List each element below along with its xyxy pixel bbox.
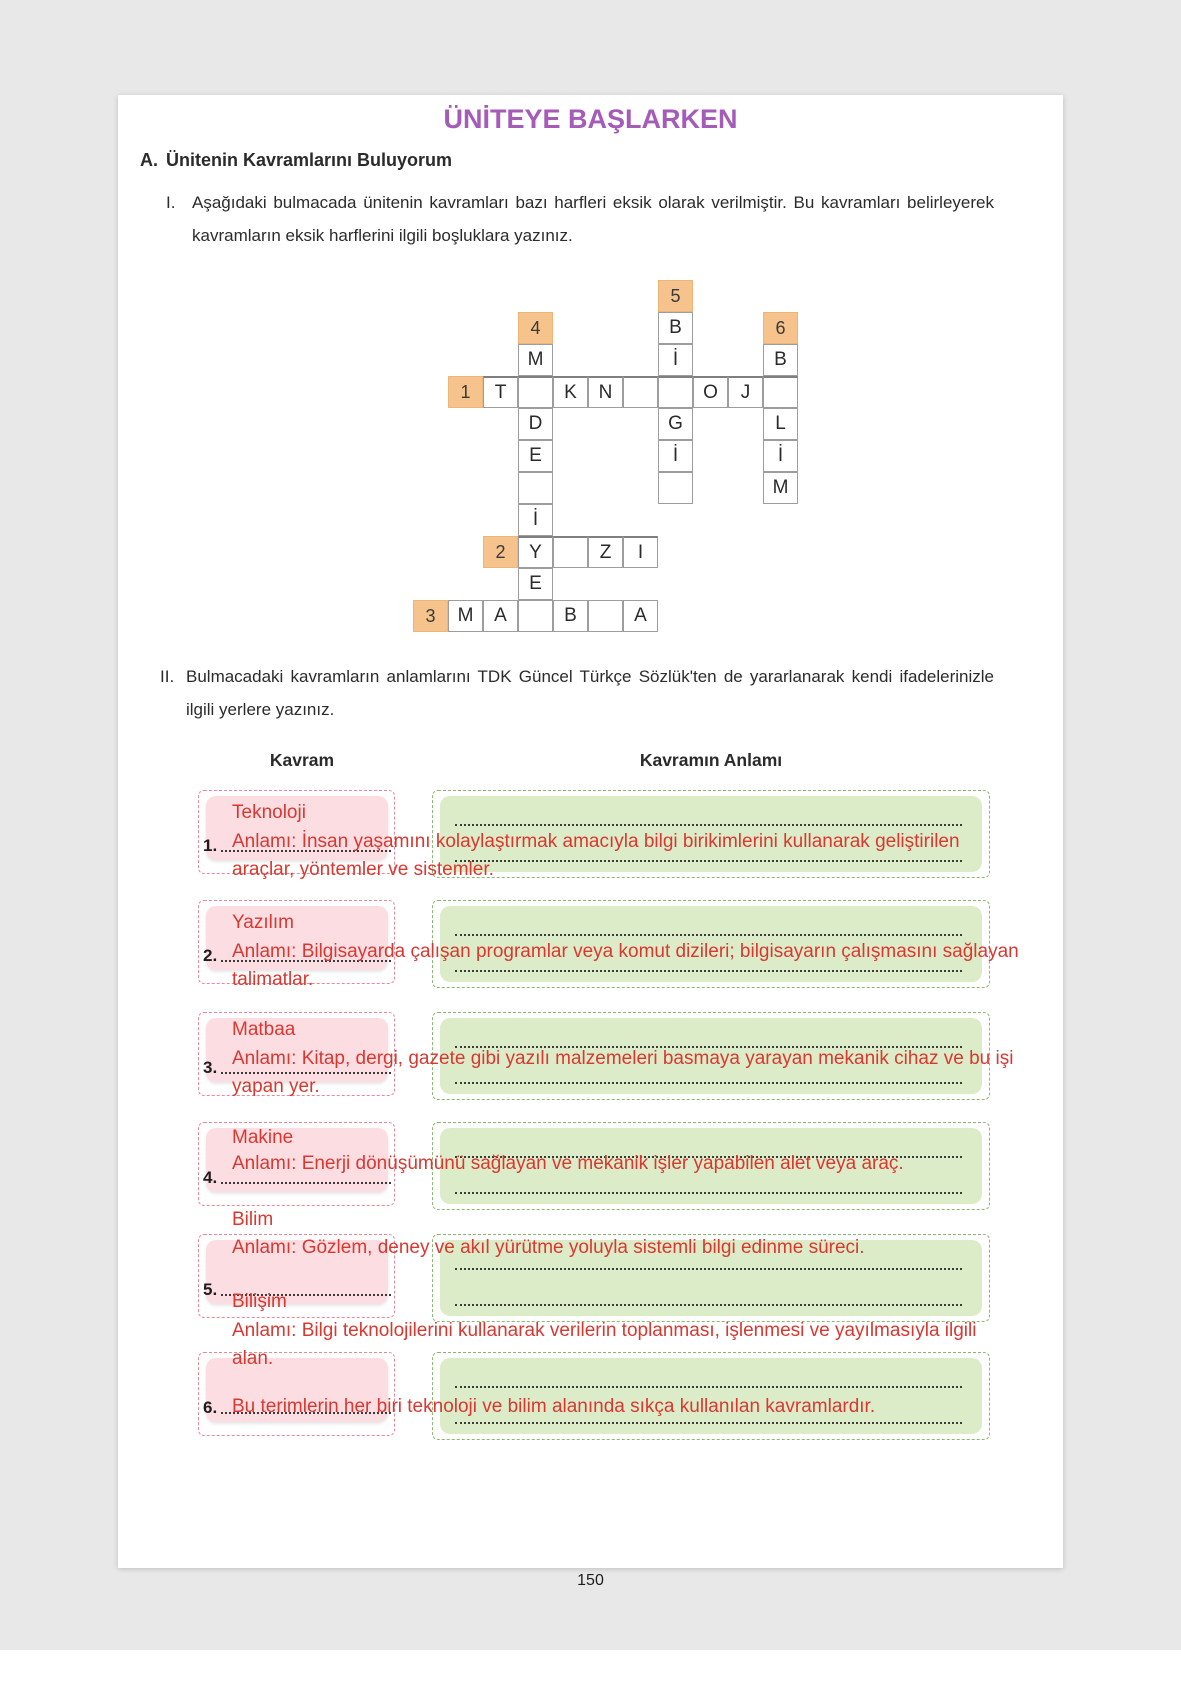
- handwritten-concept-2: Yazılım: [232, 912, 294, 933]
- instruction-1-label: I.: [166, 193, 176, 212]
- crossword-number-cell: 2: [483, 536, 518, 568]
- handwritten-meaning-6-line-1: Anlamı: Bilgi teknolojilerini kullanarak verilerin toplanması, işlenmesi ve yayılmasıyla ilgili: [232, 1320, 977, 1341]
- meaning-dotted-line: [455, 968, 962, 972]
- crossword-letter-cell[interactable]: K: [553, 376, 588, 408]
- item-number: 5.: [203, 1280, 218, 1299]
- page-number: 150: [577, 1572, 604, 1589]
- crossword-letter-cell[interactable]: D: [518, 408, 553, 440]
- handwritten-meaning-4-line-1: Anlamı: Enerji dönüşümünü sağlayan ve mekanik işler yapabilen alet veya araç.: [232, 1153, 904, 1174]
- meaning-dotted-line: [455, 822, 962, 826]
- crossword-letter-cell[interactable]: N: [588, 376, 623, 408]
- crossword-letter-cell[interactable]: L: [763, 408, 798, 440]
- crossword-letter-cell[interactable]: J: [728, 376, 763, 408]
- crossword-letter-cell[interactable]: O: [693, 376, 728, 408]
- instruction-2: [160, 660, 994, 726]
- crossword-letter-cell[interactable]: İ: [658, 440, 693, 472]
- item-number: 4.: [203, 1168, 218, 1187]
- crossword-letter-cell[interactable]: B: [763, 344, 798, 376]
- crossword-letter-cell[interactable]: A: [483, 600, 518, 632]
- crossword-letter-cell[interactable]: E: [518, 440, 553, 472]
- crossword-letter-cell[interactable]: [518, 472, 553, 504]
- handwritten-meaning-1-line-2: araçlar, yöntemler ve sistemler.: [232, 859, 494, 880]
- crossword-number-cell: 6: [763, 312, 798, 344]
- crossword-letter-cell[interactable]: M: [763, 472, 798, 504]
- section-a-heading: [140, 150, 452, 171]
- handwritten-note-line: Bu terimlerin her biri teknoloji ve bilim alanında sıkça kullanılan kavramlardır.: [232, 1396, 876, 1417]
- meaning-dotted-line: [455, 1266, 962, 1270]
- meaning-dotted-line: [455, 1302, 962, 1306]
- crossword-letter-cell[interactable]: İ: [763, 440, 798, 472]
- item-dotted-line: [221, 1071, 391, 1074]
- meaning-dotted-line: [455, 1384, 962, 1388]
- handwritten-meaning-2-line-1: Anlamı: Bilgisayarda çalışan programlar veya komut dizileri; bilgisayarın çalışmasını sağlayan: [232, 941, 1019, 962]
- meaning-column-header: Kavramın Anlamı: [639, 750, 783, 770]
- crossword-number-cell: 5: [658, 280, 693, 312]
- handwritten-concept-6: Bilişim: [232, 1291, 287, 1312]
- crossword-letter-cell[interactable]: [658, 376, 693, 408]
- handwritten-meaning-5-line-1: Anlamı: Gözlem, deney ve akıl yürütme yoluyla sistemli bilgi edinme süreci.: [232, 1237, 865, 1258]
- instruction-2-text: Bulmacadaki kavramların anlamlarını TDK Güncel Türkçe Sözlük'ten de yararlanarak kendi ifadelerinizle ilgili yerlere yazınız.: [186, 667, 994, 719]
- section-a-text: Ünitenin Kavramlarını Buluyorum: [166, 150, 453, 170]
- handwritten-concept-4: Makine: [232, 1127, 294, 1148]
- crossword-letter-cell[interactable]: [518, 600, 553, 632]
- instruction-1-text: Aşağıdaki bulmacada ünitenin kavramları bazı harfleri eksik olarak verilmiştir. Bu kavramları belirleyerek kavramların eksik harflerini ilgili boşluklara yazınız.: [192, 193, 994, 245]
- handwritten-concept-5: Bilim: [232, 1209, 274, 1230]
- crossword-letter-cell[interactable]: [588, 600, 623, 632]
- meaning-dotted-line: [455, 1420, 962, 1424]
- meaning-dotted-line: [455, 1080, 962, 1084]
- crossword-letter-cell[interactable]: A: [623, 600, 658, 632]
- crossword-letter-cell[interactable]: [658, 472, 693, 504]
- bottom-strip: [0, 1650, 1181, 1683]
- crossword-letter-cell[interactable]: İ: [518, 504, 553, 536]
- crossword-letter-cell[interactable]: M: [448, 600, 483, 632]
- item-number: 3.: [203, 1058, 218, 1077]
- crossword-letter-cell[interactable]: B: [553, 600, 588, 632]
- crossword-letter-cell[interactable]: İ: [658, 344, 693, 376]
- crossword-letter-cell[interactable]: B: [658, 312, 693, 344]
- instruction-1: [166, 186, 994, 252]
- crossword-number-cell: 3: [413, 600, 448, 632]
- crossword-number-cell: 1: [448, 376, 483, 408]
- item-dotted-line: [221, 1181, 391, 1184]
- item-number: 1.: [203, 836, 218, 855]
- crossword-letter-cell[interactable]: [553, 536, 588, 568]
- crossword-letter-cell[interactable]: [518, 376, 553, 408]
- meaning-dotted-line: [455, 932, 962, 936]
- handwritten-meaning-1-line-1: Anlamı: İnsan yaşamını kolaylaştırmak amacıyla bilgi birikimlerini kullanarak geliştirilen: [232, 831, 960, 852]
- meaning-dotted-line: [455, 858, 962, 862]
- instruction-2-label: II.: [160, 667, 175, 686]
- item-number: 6.: [203, 1398, 218, 1417]
- concept-column-header: Kavram: [269, 750, 335, 770]
- crossword-letter-cell[interactable]: G: [658, 408, 693, 440]
- crossword-letter-cell[interactable]: E: [518, 568, 553, 600]
- page-title: ÜNİTEYE BAŞLARKEN: [443, 104, 738, 134]
- crossword-letter-cell[interactable]: I: [623, 536, 658, 568]
- handwritten-meaning-3-line-2: yapan yer.: [232, 1076, 320, 1097]
- crossword-letter-cell[interactable]: T: [483, 376, 518, 408]
- handwritten-concept-1: Teknoloji: [232, 802, 306, 823]
- handwritten-meaning-3-line-1: Anlamı: Kitap, dergi, gazete gibi yazılı malzemeleri basmaya yarayan mekanik cihaz ve bu işi: [232, 1048, 1014, 1069]
- crossword-letter-cell[interactable]: M: [518, 344, 553, 376]
- handwritten-concept-3: Matbaa: [232, 1019, 296, 1040]
- meaning-dotted-line: [455, 1190, 962, 1194]
- item-number: 2.: [203, 946, 218, 965]
- handwritten-meaning-6-line-2: alan.: [232, 1348, 274, 1369]
- section-a-label: A.: [140, 150, 158, 170]
- handwritten-meaning-2-line-2: talimatlar.: [232, 969, 314, 990]
- crossword-letter-cell[interactable]: Y: [518, 536, 553, 568]
- crossword-number-cell: 4: [518, 312, 553, 344]
- crossword-letter-cell[interactable]: Z: [588, 536, 623, 568]
- crossword-letter-cell[interactable]: [623, 376, 658, 408]
- crossword-letter-cell[interactable]: [763, 376, 798, 408]
